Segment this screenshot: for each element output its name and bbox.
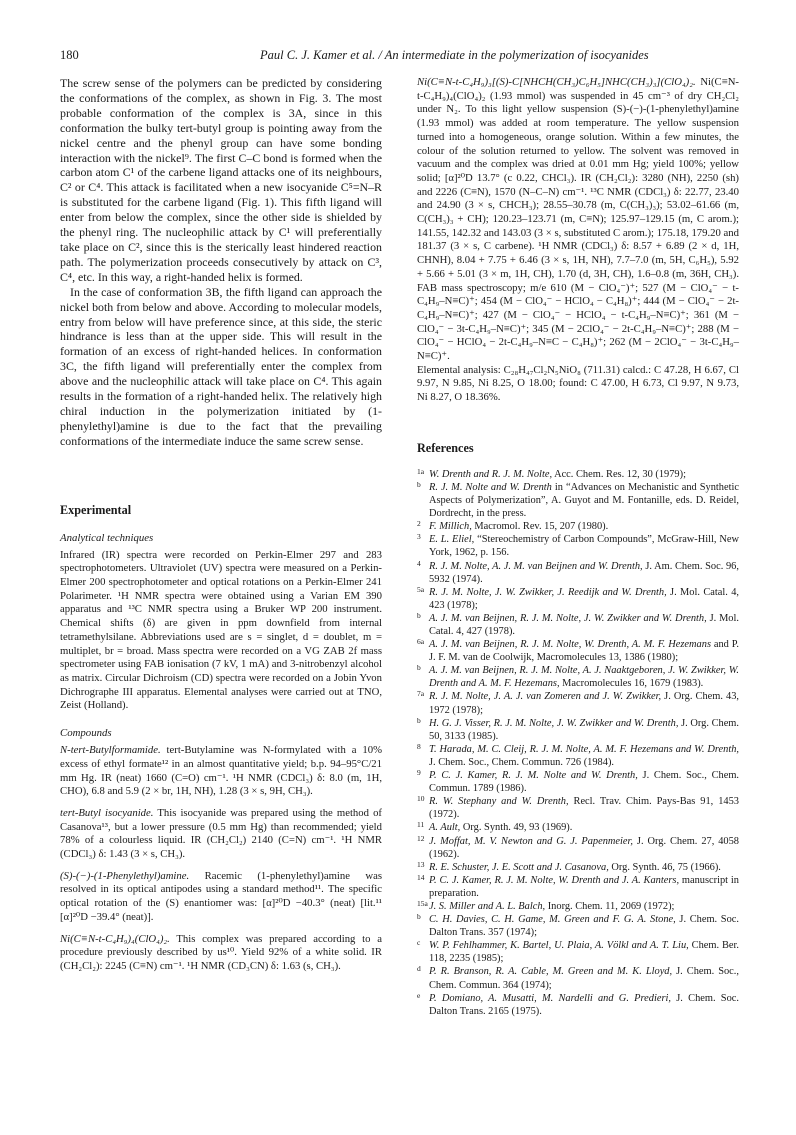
reference-authors: P. C. J. Kamer, R. J. M. Nolte, W. Drenth and J. A. Kanters, [429, 874, 680, 886]
reference-citation: and P. J. F. M. van de Coolwijk, Macromolecules 13, 1386 (1980); [429, 639, 739, 664]
reference-authors: P. Domiano, A. Musatti, M. Nardelli and G. Predieri, [429, 992, 671, 1004]
reference-item [417, 913, 739, 939]
reference-citation: Macromol. Rev. 15, 207 (1980). [471, 521, 609, 533]
reference-citation: in “Advances on Mechanistic and Synthetic Aspects of Polymerization”, A. Guyot and M. Fontanille, eds. D. Reidel, Dordrecht, in the press. [429, 481, 739, 520]
reference-number: 6a [417, 637, 425, 647]
analytical-techniques-heading: Analytical techniques [60, 531, 154, 544]
reference-citation: J. Org. Chem. 43, 1972 (1978); [429, 691, 740, 716]
reference-authors: J. Moffat, M. V. Newton and G. J. Papenmeier, [429, 835, 634, 847]
reference-authors: A. J. M. van Beijnen, R. J. M. Nolte, A. J. Naaktgeboren, J. W. Zwikker, W. Drenth and A. M. F. Hezemans, [429, 665, 739, 690]
discussion-paragraph-1: The screw sense of the polymers can be predicted by considering the conformations of the complex, as shown in Fig. 3. The most probable conformation of the complex is 3A, since in this conformation the bulky tert-butyl group is pointing away from the nickel centre and the phenyl group can have some bonding interaction with the nickel⁹. The first C–C bond is formed when the carbon atom C¹ of the carbene ligand attacks one of its neighbours, C² or C⁴. This attack is facilitated when a new isocyanide C⁵=N–R is substituted for the carbene ligand (Fig. 1). This fifth ligand will enter from below the complex, since the other side is shielded by the phenyl ring. The nucleophilic attack by C¹ will preferentially take place on C², since this is the sterically least hindered reaction path. The polymerization proceeds consecutively by attack on C³, C⁴, etc. In this way, a right-handed helix is formed. [60, 76, 382, 284]
reference-item [417, 520, 739, 533]
reference-item [417, 965, 739, 991]
running-title: Paul C. J. Kamer et al. / An intermediate in the polymerization of isocyanides [260, 48, 649, 62]
reference-authors: F. Millich, [429, 521, 472, 533]
reference-citation: J. Chem. Soc., Chem. Commun. 1789 (1986). [429, 770, 740, 795]
reference-item [417, 861, 739, 874]
compound-name: Ni(C≡N-t-C₄H₉)₄(ClO₄)₂. [60, 932, 170, 945]
compounds-heading: Compounds [60, 727, 112, 740]
reference-citation: manuscript in preparation. [429, 874, 739, 899]
page-number: 180 [60, 48, 79, 62]
reference-item [417, 795, 739, 821]
reference-item [417, 821, 739, 834]
reference-citation: J. Chem. Soc. Dalton Trans. 2165 (1975). [429, 992, 739, 1017]
reference-authors: R. J. M. Nolte and W. Drenth [429, 481, 552, 493]
reference-authors: R. J. M. Nolte, J. W. Zwikker, J. Reedijk and W. Drenth, [429, 586, 667, 598]
reference-item [417, 835, 739, 861]
reference-citation: Inorg. Chem. 11, 2069 (1972); [545, 900, 675, 912]
reference-item [417, 468, 739, 481]
reference-authors: J. S. Miller and A. L. Balch, [429, 900, 546, 912]
left-column [60, 76, 382, 974]
reference-number: 14 [417, 872, 425, 882]
discussion-paragraph-2: In the case of conformation 3B, the fifth ligand can approach the nickel both from below and above. According to molecular models, entry from below will have preference since, at this side, the steric hindrance is less than at the upper side. This will result in the formation of an excess of right-handed helices. In conformation 3C, the fifth ligand will preferentially enter the complex from above and the nucleophilic attack will take place on C⁴. This again results in the formation of a right-handed helix. The relatively high chiral induction in the polymerization initiated by (1-phenylethyl)amine is due to the fact that the prevailing conformations of the intermediate induce the same screw sense. [60, 284, 382, 448]
reference-number: 1a [417, 466, 425, 476]
compound-nickel-isocyanide-complex [60, 933, 382, 974]
reference-number: 2 [417, 519, 421, 529]
reference-number: 12 [417, 833, 425, 843]
reference-item [417, 939, 739, 965]
reference-citation: J. Mol. Catal. 4, 423 (1978); [429, 586, 739, 611]
reference-authors: W. Drenth and R. J. M. Nolte, [429, 468, 553, 480]
reference-authors: E. L. Eliel, [429, 534, 475, 546]
reference-number: b [417, 912, 421, 922]
reference-number: b [417, 479, 421, 489]
reference-citation: J. Chem. Soc., Chem. Commun. 726 (1984). [429, 756, 615, 768]
right-column [417, 76, 739, 1018]
reference-citation: J. Chem. Soc. Dalton Trans. 357 (1974); [429, 914, 739, 939]
reference-item [417, 612, 739, 638]
reference-citation: Acc. Chem. Res. 12, 30 (1979); [552, 468, 686, 480]
compound-procedure: tert-Butylamine was N-formylated with a 10% excess of ethyl formate¹² in an almost quantitative yield; b.p. 94–95°C/21 mm Hg. IR (neat) 1660 (C=O) cm⁻¹. ¹H NMR (CDCl₃) δ: 8.0 (m, 1H, CHO), 6.8 and 5.9 (2 × br, 1H, NH), 1.28 (3 × s, 9H, CH₃). [60, 744, 382, 798]
analytical-techniques-text: Infrared (IR) spectra were recorded on Perkin-Elmer 297 and 283 spectrophotometers. Ultraviolet (UV) spectra were measured on a Perkin-Elmer 200 spectrophotometer and optical rotations on a Perkin-Elmer 241 Polarimeter. ¹H NMR spectra were obtained using a Varian EM 390 apparatus and ¹³C NMR spectra using a Bruker WP 200 instrument. Chemical shifts (δ) are given in ppm downfield from internal tetramethylsilane. Abbreviations used are s = singlet, d = doublet, m = multiplet, br = broad. Mass spectra were recorded on a VG ZAB 2f mass spectrometer using FAB ionisation (7 kV, 1 mA) and 3-nitrobenzyl alcohol as matrix. Circular Dichroism (CD) spectra were recorded on a Jobin Yvon Dichrographe III apparatus. Elemental analyses were carried out at TNO, Zeist (Holland). [60, 548, 382, 712]
reference-number: 9 [417, 768, 421, 778]
reference-citation: J. Org. Chem. 27, 4058 (1962). [429, 835, 739, 860]
reference-item [417, 690, 739, 716]
compound-tert-butylformamide [60, 744, 382, 799]
reference-authors: R. W. Stephany and W. Drenth, [429, 796, 569, 808]
compound-phenylethylamine [60, 870, 382, 925]
reference-number: 3 [417, 532, 421, 542]
experimental-heading: Experimental [60, 502, 132, 517]
reference-authors: P. R. Branson, R. A. Cable, M. Green and M. K. Lloyd, [429, 966, 673, 978]
reference-authors: R. J. M. Nolte, J. A. J. van Zomeren and J. W. Zwikker, [429, 691, 662, 703]
reference-authors: P. C. J. Kamer, R. J. M. Nolte and W. Drenth, [429, 770, 638, 782]
compound-tert-butyl-isocyanide [60, 807, 382, 862]
reference-authors: A. J. M. van Beijnen, R. J. M. Nolte, W. Drenth, A. M. F. Hezemans [429, 639, 711, 651]
reference-number: b [417, 715, 421, 725]
reference-authors: R. E. Schuster, J. E. Scott and J. Casanova, [429, 861, 609, 873]
references-list [417, 468, 739, 1018]
reference-item [417, 638, 739, 664]
reference-authors: W. P. Fehlhammer, K. Bartel, U. Plaia, A. Völkl and A. T. Liu, [429, 940, 689, 952]
reference-citation: Org. Synth. 49, 93 (1969). [460, 822, 573, 834]
reference-item [417, 664, 739, 690]
reference-number: 7a [417, 689, 425, 699]
reference-item [417, 992, 739, 1018]
reference-item [417, 481, 739, 520]
reference-authors: R. J. M. Nolte, A. J. M. van Beijnen and W. Drenth, [429, 560, 643, 572]
reference-item [417, 900, 739, 913]
reference-number: b [417, 663, 421, 673]
compound-name: Ni(C≡N-t-C₄H₉)₃[(S)-C[NHCH(CH₃)C₆H₅]NHC(CH₃)₃](ClO₄)₂. [417, 76, 696, 88]
reference-number: 15a [417, 898, 428, 908]
reference-item [417, 560, 739, 586]
compound-procedure: This complex was prepared according to a procedure previously described by us¹⁰. Yield 92% of a white solid. IR (CH₂Cl₂): 2245 (C≡N) cm⁻¹. ¹H NMR (CD₃CN) δ: 1.63 (s, CH₃). [60, 932, 382, 972]
compound-name: (S)-(−)-(1-Phenylethyl)amine. [60, 869, 190, 882]
reference-number: e [417, 990, 421, 1000]
reference-citation: J. Chem. Soc., Chem. Commun. 364 (1974); [429, 966, 739, 991]
compound-name: tert-Butyl isocyanide. [60, 806, 154, 819]
reference-item [417, 743, 739, 769]
reference-number: c [417, 938, 421, 948]
reference-citation: J. Am. Chem. Soc. 96, 5932 (1974). [429, 560, 739, 585]
reference-citation: Chem. Ber. 118, 2235 (1985); [429, 940, 740, 965]
reference-citation: “Stereochemistry of Carbon Compounds”, McGraw-Hill, New York, 1962, p. 156. [429, 534, 740, 559]
reference-item [417, 717, 739, 743]
reference-citation: Recl. Trav. Chim. Pays-Bas 91, 1453 (1972). [429, 796, 739, 821]
reference-authors: T. Harada, M. C. Cleij, R. J. M. Nolte, A. M. F. Hezemans and W. Drenth, [429, 743, 739, 755]
reference-authors: C. H. Davies, C. H. Game, M. Green and F. G. A. Stone, [429, 914, 676, 926]
compound-name: N-tert-Butylformamide. [60, 744, 161, 757]
compound-procedure: This isocyanide was prepared using the method of Casanova¹³, but a lower pressure (0.5 mm Hg) than recommended; yield 78% of a colourless liquid. IR (CH₂Cl₂) 2140 (C=N) cm⁻¹. ¹H NMR (CDCl₃) δ: 1.43 (3 × s, CH₃). [60, 806, 382, 861]
reference-number: 13 [417, 859, 425, 869]
compound-nickel-carbene-complex [417, 76, 739, 364]
elemental-analysis: Elemental analysis: C₂₈H₄₇Cl₂N₅NiO₈ (711.31) calcd.: C 47.28, H 6.67, Cl 9.97, N 9.85, Ni 8.25, O 18.00; found: C 47.00, H 6.73, Cl 9.97, N 9.73, Ni 8.27, O 18.36%. [417, 363, 739, 404]
reference-number: 5a [417, 584, 425, 594]
compound-procedure: Ni(C≡N-t-C₄H₉)₄(ClO₄)₂ (1.93 mmol) was suspended in 45 cm⁻³ of dry CH₂Cl₂ under N₂. To this light yellow suspension (S)-(−)-(1-phenylethyl)amine (1.93 mmol) was added at room temperature. The yellow suspension turned into a homogeneous, orange solution. Within a few minutes, the colour of the solution returned to yellow. The solvent was removed in vacuum and the complex was dried at 0.01 mm Hg; yield 100%; yellow solid; [α]²⁰D 13.7° (c 0.22, CHCl₃). IR (CH₂Cl₂): 3280 (NH), 2250 (sh) and 2226 (C≡N), 1570 (N–C–N) cm⁻¹. ¹³C NMR (CDCl₃) δ: 22.77, 23.40 and 24.90 (3 × s, CHCH₃); 28.55–30.78 (m, C(CH₃)₃); 53.02–61.66 (m, C(CH₃)₃ + CH); 120.23–123.71 (m, C≡N); 125.97–129.15 (m, C arom.); 141.55, 142.32 and 143.03 (3 × s, substituted C arom.); 175.18, 179.20 and 181.37 (3 × s, C carbene). ¹H NMR (CDCl₃) δ: 8.57 + 6.89 (2 × d, 1H, CHNH), 8.04 + 7.75 + 6.46 (3 × s, 1H, NH), 7.7–7.0 (m, 5H, C₆H₅), 5.92 + 5.66 + 5.01 (3 × m, 1H, CH), 1.70 (d, 3H, CH), 1.6–0.8 (m, 36H, CH₃). FAB mass spectroscopy; m/e 610 (M − ClO₄⁻)⁺; 527 (M − ClO₄⁻ − t-C₄H₉–N≡C)⁺; 454 (M − ClO₄⁻ − HClO₄ − C₄H₈)⁺; 444 (M − ClO₄⁻ − 2t-C₄H₉–N≡C)⁺; 427 (M − ClO₄⁻ − HClO₄ − t-C₄H₉–N≡C)⁺; 361 (M − ClO₄⁻ − 3t-C₄H₉–N≡C)⁺; 345 (M − 2ClO₄⁻ − 2t-C₄H₉–N≡C)⁺; 288 (M − ClO₄⁻ − HClO₄ − 2t-C₄H₉–N≡C − C₄H₈)⁺; 262 (M − 2ClO₄⁻ − 3t-C₄H₉–N≡C)⁺. [417, 76, 739, 363]
reference-authors: A. Ault, [429, 822, 461, 834]
reference-citation: J. Mol. Catal. 4, 427 (1978). [429, 612, 739, 637]
page-header [60, 48, 740, 64]
reference-citation: Macromolecules 16, 1679 (1983). [559, 678, 704, 690]
reference-item [417, 769, 739, 795]
reference-authors: A. J. M. van Beijnen, R. J. M. Nolte, J. W. Zwikker and W. Drenth, [429, 612, 707, 624]
reference-item [417, 586, 739, 612]
reference-authors: H. G. J. Visser, R. J. M. Nolte, J. W. Zwikker and W. Drenth, [429, 717, 679, 729]
reference-item [417, 874, 739, 900]
compound-procedure: Racemic (1-phenylethyl)amine was resolved in its optical antipodes using a standard method¹¹. The specific optical rotation of the (S) enantiomer was: [α]²⁰D −40.3° (neat) [lit.¹¹ [α]²⁰D −39.4° (neat)]. [60, 869, 382, 923]
reference-item [417, 533, 739, 559]
reference-number: d [417, 964, 421, 974]
reference-number: 10 [417, 794, 425, 804]
reference-number: b [417, 610, 421, 620]
reference-citation: Org. Synth. 46, 75 (1966). [608, 861, 721, 873]
reference-number: 8 [417, 741, 421, 751]
references-heading: References [417, 440, 474, 455]
reference-citation: J. Org. Chem. 50, 3133 (1985). [429, 717, 739, 742]
reference-number: 11 [417, 820, 425, 830]
reference-number: 4 [417, 558, 421, 568]
